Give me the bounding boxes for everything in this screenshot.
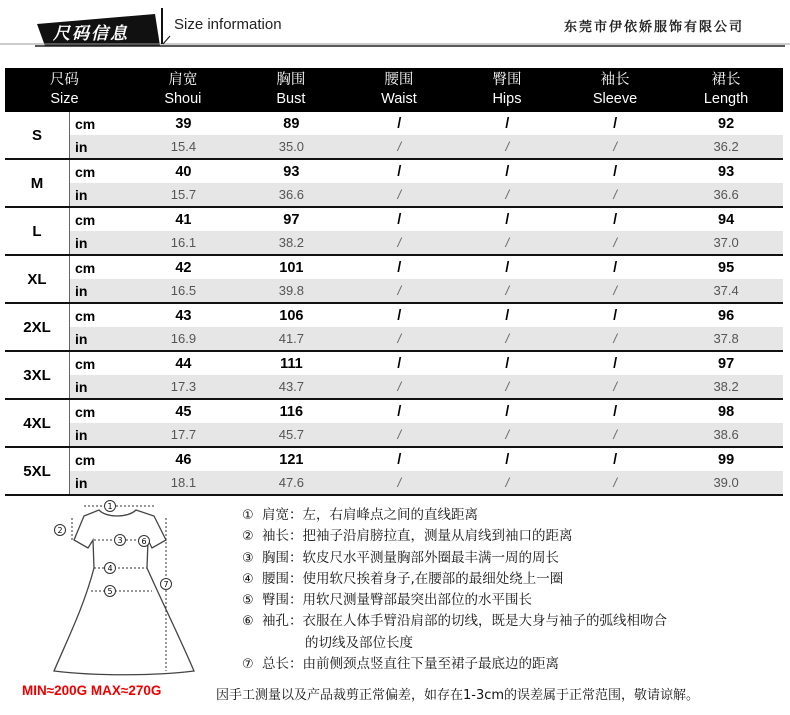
- table-row-in: [69, 375, 783, 398]
- column-header-en: Length: [703, 91, 749, 107]
- table-cell: /: [613, 331, 617, 346]
- row-divider: [69, 112, 70, 158]
- table-cell: 98: [718, 403, 735, 420]
- unit-label: in: [75, 138, 88, 155]
- table-cell: 36.2: [713, 139, 739, 154]
- unit-label: cm: [75, 355, 96, 372]
- size-label: 5XL: [23, 462, 51, 480]
- table-cell: 38.6: [713, 427, 739, 442]
- table-cell: 89: [283, 115, 300, 132]
- table-cell: /: [613, 139, 617, 154]
- note-number: ②: [242, 529, 254, 545]
- unit-label: cm: [75, 307, 96, 324]
- note-number: ⑥: [242, 614, 254, 630]
- table-cell: 95: [718, 259, 735, 276]
- table-row-in: [69, 183, 783, 206]
- diagram-label-4: 4: [107, 564, 113, 573]
- row-divider: [69, 400, 70, 446]
- column-header-cn: 胸围: [276, 72, 306, 88]
- table-cell: 35.0: [278, 139, 305, 154]
- table-cell: /: [613, 115, 618, 132]
- table-cell: 16.5: [170, 283, 197, 298]
- measurement-note: [242, 611, 782, 632]
- table-cell: 121: [279, 451, 304, 468]
- column-header: [453, 68, 561, 112]
- table-cell: 47.6: [278, 475, 305, 490]
- header-subtitle: Size information: [174, 16, 282, 33]
- table-cell: 44: [175, 355, 192, 372]
- table-cell: /: [505, 115, 510, 132]
- column-header-cn: 臀围: [492, 72, 522, 88]
- unit-label: in: [75, 426, 88, 443]
- table-cell: 43.7: [278, 379, 305, 394]
- table-cell: 16.1: [170, 235, 197, 250]
- table-cell: /: [397, 139, 402, 154]
- table-cell: /: [613, 235, 617, 250]
- diagram-label-1: 1: [107, 502, 113, 511]
- table-cell: 39.0: [713, 475, 739, 490]
- table-cell: /: [505, 355, 510, 372]
- table-cell: /: [397, 307, 402, 324]
- size-row-group: [5, 112, 783, 160]
- note-text: 腰围：使用软尺挨着身子,在腰部的最细处绕上一圈: [262, 570, 564, 587]
- table-cell: /: [505, 331, 510, 346]
- note-text: 肩宽：左，右肩峰点之间的直线距离: [262, 507, 478, 523]
- note-text: 袖孔：衣服在人体手臂沿肩部的切线，既是大身与袖子的弧线相吻合: [262, 613, 667, 630]
- column-header: [129, 68, 237, 112]
- size-row-group: [5, 160, 783, 208]
- size-label: 4XL: [23, 414, 51, 432]
- table-cell: /: [505, 379, 510, 394]
- column-header-en: Bust: [276, 91, 306, 107]
- table-cell: /: [613, 211, 618, 228]
- size-row-group: [5, 208, 783, 256]
- note-text: 的切线及部位长度: [305, 634, 413, 651]
- header-badge-text: 尺码信息: [53, 24, 129, 44]
- table-cell: /: [613, 283, 617, 298]
- table-cell: 18.1: [170, 475, 197, 490]
- note-text: 袖长：把袖子沿肩膀拉直，测量从肩线到袖口的距离: [262, 528, 573, 545]
- table-cell: /: [613, 403, 618, 420]
- table-cell: /: [397, 475, 402, 490]
- column-header-en: Sleeve: [592, 91, 638, 107]
- row-divider: [69, 256, 70, 302]
- table-cell: /: [505, 403, 510, 420]
- size-row-group: [5, 352, 783, 400]
- table-row-in: [69, 327, 783, 350]
- diagram-label-3: 3: [117, 536, 123, 545]
- table-cell: 106: [279, 307, 304, 324]
- measurement-note: [242, 526, 782, 547]
- size-row-group: [5, 400, 783, 448]
- size-table: [5, 68, 783, 496]
- note-number: ③: [242, 550, 254, 566]
- table-row-in: [69, 423, 783, 446]
- table-cell: /: [505, 211, 510, 228]
- table-row-cm: [69, 304, 783, 328]
- note-text: 总长：由前侧颈点竖直往下量至裙子最底边的距离: [262, 656, 559, 673]
- table-cell: /: [397, 259, 402, 276]
- note-number: ①: [242, 508, 254, 523]
- unit-label: cm: [75, 211, 96, 228]
- row-divider: [69, 160, 70, 206]
- measurement-note: [242, 505, 782, 526]
- column-header: [0, 68, 129, 112]
- table-cell: 38.2: [278, 235, 305, 250]
- note-text: 胸围：软皮尺水平测量胸部外圈最丰满一周的周长: [262, 549, 559, 566]
- unit-label: cm: [75, 451, 96, 468]
- row-divider: [69, 352, 70, 398]
- table-cell: /: [505, 475, 510, 490]
- size-label: 3XL: [23, 366, 51, 384]
- unit-label: in: [75, 474, 88, 491]
- note-number: ⑤: [242, 593, 254, 609]
- disclaimer-text: 因手工测量以及产品裁剪正常偏差，如存在1-3cm的误差属于正常范围，敬请谅解。: [216, 688, 700, 703]
- column-header-en: Hips: [492, 91, 522, 107]
- table-cell: /: [505, 259, 510, 276]
- note-text: 臀围：用软尺测量臀部最突出部位的水平围长: [262, 592, 532, 609]
- table-row-in: [69, 471, 783, 494]
- measurement-note: [242, 548, 782, 569]
- table-row-cm: [69, 160, 783, 184]
- table-cell: 17.7: [170, 427, 197, 442]
- table-cell: /: [397, 331, 402, 346]
- unit-label: cm: [75, 115, 96, 132]
- table-cell: /: [613, 427, 617, 442]
- diagram-label-7: 7: [163, 580, 169, 589]
- table-cell: /: [397, 163, 402, 180]
- column-header-cn: 肩宽: [168, 72, 198, 88]
- table-cell: /: [397, 403, 402, 420]
- diagram-label-5: 5: [107, 587, 113, 596]
- table-cell: /: [505, 427, 510, 442]
- unit-label: in: [75, 330, 88, 347]
- column-header: [669, 68, 783, 112]
- table-cell: /: [397, 427, 402, 442]
- dress-diagram: [44, 496, 204, 678]
- table-row-in: [69, 231, 783, 254]
- table-cell: /: [505, 307, 510, 324]
- table-cell: /: [613, 259, 618, 276]
- column-header: [561, 68, 669, 112]
- table-cell: 15.4: [170, 139, 197, 154]
- table-cell: /: [397, 451, 402, 468]
- table-cell: 36.6: [278, 187, 305, 202]
- table-cell: 41.7: [278, 331, 305, 346]
- table-cell: /: [397, 211, 402, 228]
- table-body: [5, 112, 783, 496]
- table-cell: /: [397, 187, 402, 202]
- unit-label: cm: [75, 163, 96, 180]
- size-row-group: [5, 448, 783, 496]
- table-cell: 41: [175, 211, 192, 228]
- unit-label: in: [75, 234, 88, 251]
- table-cell: 45: [175, 403, 192, 420]
- size-row-group: [5, 256, 783, 304]
- table-row-in: [69, 279, 783, 302]
- table-cell: 37.0: [713, 235, 739, 250]
- note-number: ④: [242, 571, 254, 587]
- diagram-label-2: 2: [57, 526, 63, 535]
- column-header-en: Size: [50, 91, 79, 107]
- table-cell: /: [613, 451, 618, 468]
- column-header-en: Shoui: [164, 91, 202, 107]
- row-divider: [69, 304, 70, 350]
- table-cell: 45.7: [278, 427, 305, 442]
- table-cell: 43: [175, 307, 192, 324]
- table-cell: 93: [283, 163, 300, 180]
- measurement-note: [242, 633, 782, 654]
- table-cell: /: [613, 355, 618, 372]
- table-cell: 92: [718, 115, 735, 132]
- table-cell: /: [613, 163, 618, 180]
- table-cell: 111: [280, 355, 303, 372]
- column-header: [237, 68, 345, 112]
- diagram-label-6: 6: [141, 537, 147, 546]
- column-header-cn: 尺码: [49, 72, 79, 88]
- table-row-cm: [69, 256, 783, 280]
- company-name: 东莞市伊依娇服饰有限公司: [563, 20, 744, 35]
- size-label: M: [30, 174, 44, 192]
- row-divider: [69, 208, 70, 254]
- measurement-note: [242, 590, 782, 611]
- weight-range: MIN≈200G MAX≈270G: [22, 683, 162, 698]
- table-cell: 94: [718, 211, 735, 228]
- table-cell: /: [505, 163, 510, 180]
- size-label: 2XL: [23, 318, 51, 336]
- row-divider: [69, 448, 70, 494]
- unit-label: in: [75, 378, 88, 395]
- table-cell: 96: [718, 307, 735, 324]
- table-cell: 39: [175, 115, 192, 132]
- table-cell: /: [613, 475, 617, 490]
- unit-label: cm: [75, 403, 96, 420]
- table-cell: 97: [283, 211, 300, 228]
- page-header: [0, 0, 790, 58]
- table-row-in: [69, 135, 783, 158]
- table-cell: 93: [718, 163, 735, 180]
- table-cell: 116: [279, 403, 304, 420]
- table-cell: /: [397, 379, 402, 394]
- size-label: S: [31, 126, 42, 144]
- column-header-cn: 裙长: [711, 72, 741, 88]
- column-header-cn: 腰围: [384, 72, 414, 88]
- table-cell: /: [397, 283, 402, 298]
- table-cell: 15.7: [170, 187, 197, 202]
- table-cell: 37.4: [713, 283, 739, 298]
- table-cell: 101: [279, 259, 304, 276]
- table-cell: /: [613, 187, 617, 202]
- unit-label: in: [75, 186, 88, 203]
- unit-label: in: [75, 282, 88, 299]
- table-cell: /: [397, 235, 402, 250]
- table-cell: /: [613, 307, 618, 324]
- table-cell: /: [397, 355, 402, 372]
- table-cell: /: [505, 139, 510, 154]
- table-cell: 16.9: [170, 331, 197, 346]
- table-cell: 38.2: [713, 379, 739, 394]
- measurement-notes: [242, 505, 782, 675]
- table-cell: /: [613, 379, 617, 394]
- column-header: [345, 68, 453, 112]
- column-header-en: Waist: [381, 91, 417, 107]
- table-row-cm: [69, 208, 783, 232]
- table-cell: 40: [175, 163, 192, 180]
- table-header: [5, 68, 783, 112]
- table-cell: /: [505, 235, 510, 250]
- measurement-note: [242, 569, 782, 590]
- table-cell: /: [397, 115, 402, 132]
- table-cell: /: [505, 283, 510, 298]
- table-cell: 36.6: [713, 187, 739, 202]
- size-row-group: [5, 304, 783, 352]
- table-cell: 99: [718, 451, 735, 468]
- table-cell: 46: [175, 451, 192, 468]
- size-label: L: [32, 222, 42, 240]
- table-cell: 42: [175, 259, 192, 276]
- unit-label: cm: [75, 259, 96, 276]
- table-row-cm: [69, 448, 783, 472]
- table-cell: 97: [718, 355, 735, 372]
- table-row-cm: [69, 352, 783, 376]
- table-cell: /: [505, 451, 510, 468]
- measurement-note: [242, 654, 782, 675]
- size-label: XL: [27, 270, 47, 288]
- table-row-cm: [69, 112, 783, 136]
- table-cell: 17.3: [170, 379, 197, 394]
- table-cell: 37.8: [713, 331, 739, 346]
- table-cell: /: [505, 187, 510, 202]
- table-row-cm: [69, 400, 783, 424]
- table-cell: 39.8: [278, 283, 305, 298]
- column-header-cn: 袖长: [600, 72, 630, 88]
- note-number: ⑦: [242, 657, 254, 673]
